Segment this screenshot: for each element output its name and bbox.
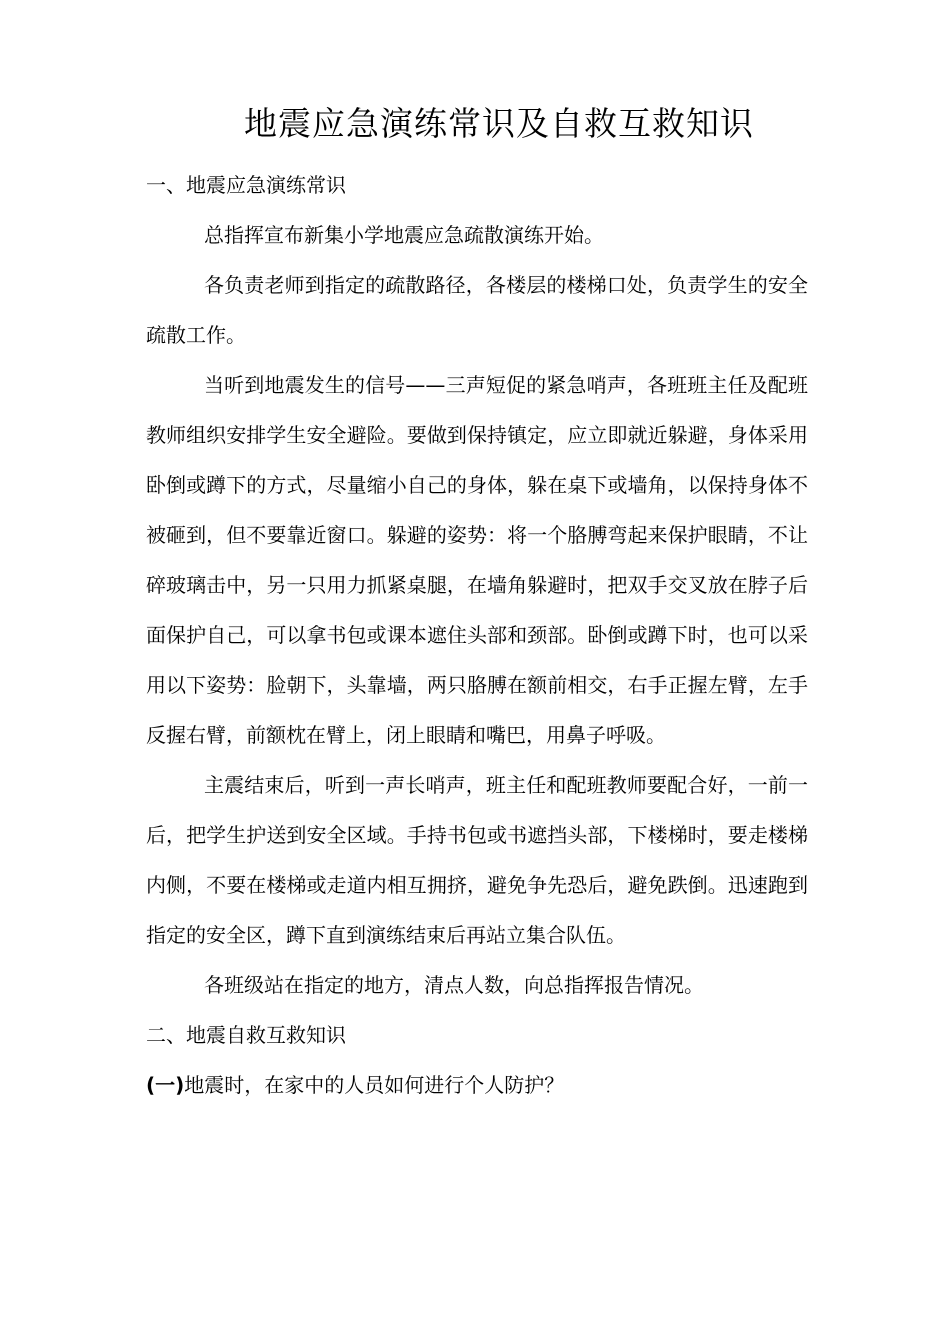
- section-1-heading: 一、地震应急演练常识: [146, 173, 346, 197]
- document-title: 地震应急演练常识及自救互救知识: [244, 104, 754, 143]
- paragraph-headcount: 各班级站在指定的地方，清点人数，向总指挥报告情况。: [204, 973, 704, 997]
- section-2-heading: 二、地震自救互救知识: [146, 1023, 346, 1047]
- paragraph-shelter-instructions: 当听到地震发生的信号——三声短促的紧急哨声，各班班主任及配班教师组织安排学生安全避险。要做到保持镇定，应立即就近躲避，身体采用卧倒或蹲下的方式，尽量缩小自己的身体，躲在桌下或墙角，以保持身体不被砸到，但不要靠近窗口。躲避的姿势：将一个胳膊弯起来保护眼睛，不让碎玻璃击中，另一只用力抓紧桌腿，在墙角躲避时，把双手交叉放在脖子后面保护自己，可以拿书包或课本遮住头部和颈部。卧倒或蹲下时，也可以采用以下姿势：脸朝下，头靠墙，两只胳膊在额前相交，右手正握左臂，左手反握右臂，前额枕在臂上，闭上眼睛和嘴巴，用鼻子呼吸。: [146, 373, 808, 747]
- document-body: [146, 160, 808, 1110]
- subheading-text: 地震时，在家中的人员如何进行个人防护？: [184, 1073, 565, 1097]
- paragraph-teacher-duties: 各负责老师到指定的疏散路径，各楼层的楼梯口处，负责学生的安全疏散工作。: [146, 273, 808, 347]
- paragraph-evacuation-instructions: 主震结束后，听到一声长哨声，班主任和配班教师要配合好，一前一后，把学生护送到安全区域。手持书包或书遮挡头部，下楼梯时，要走楼梯内侧，不要在楼梯或走道内相互拥挤，避免争先恐后，避免跌倒。迅速跑到指定的安全区，蹲下直到演练结束后再站立集合队伍。: [146, 773, 808, 947]
- subheading-prefix: (一): [146, 1073, 185, 1097]
- paragraph-drill-start: 总指挥宣布新集小学地震应急疏散演练开始。: [204, 223, 604, 247]
- section-2-subheading: [146, 1060, 808, 1110]
